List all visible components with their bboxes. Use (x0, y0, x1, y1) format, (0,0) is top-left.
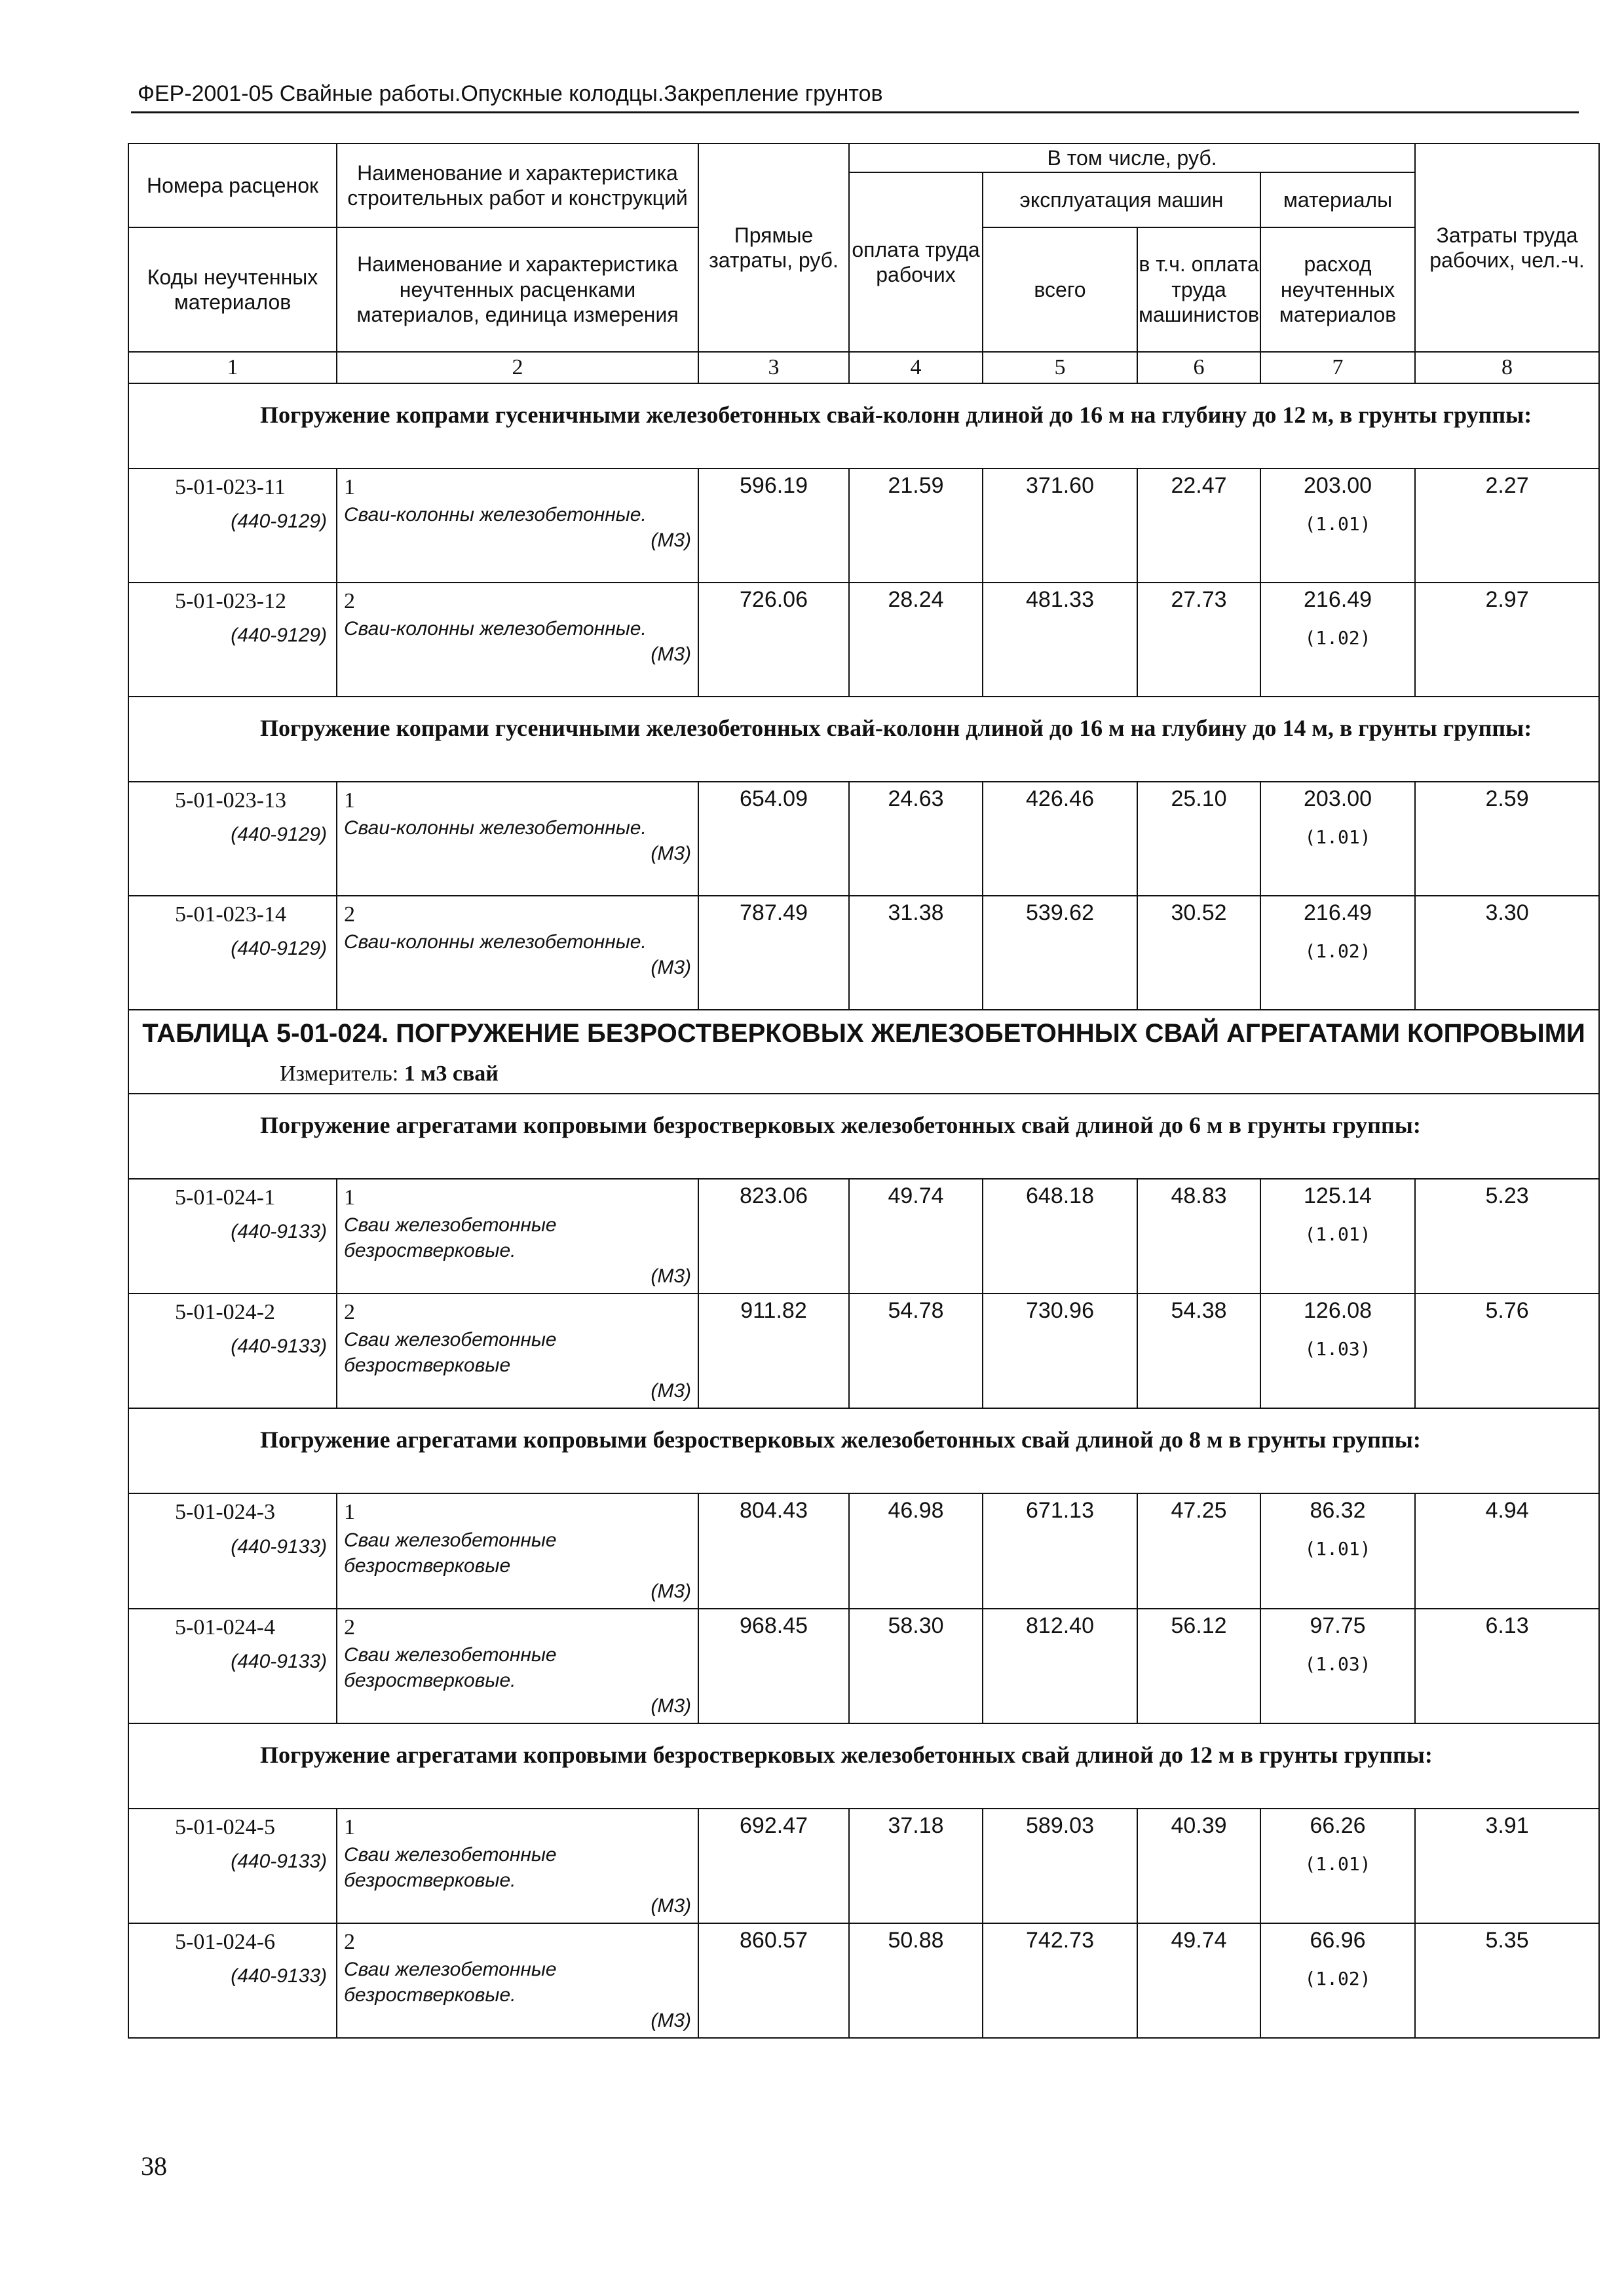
machine-cost: 648.18 (983, 1179, 1137, 1294)
labor-cost: 37.18 (849, 1809, 983, 1923)
direct-cost: 911.82 (698, 1294, 849, 1408)
description-cell (337, 583, 698, 697)
section-heading-row (128, 383, 1599, 469)
labor-hours: 2.59 (1415, 782, 1599, 896)
material-unit: (М3) (651, 1265, 691, 1288)
rate-code: 5-01-024-5 (175, 1814, 275, 1839)
rate-code: 5-01-023-13 (175, 788, 286, 813)
material-name: Сваи-колонны железобетонные. (344, 504, 647, 526)
machine-labor-cost: 30.52 (1137, 896, 1260, 1010)
rate-code: 5-01-024-6 (175, 1929, 275, 1954)
material-cost-cell (1260, 782, 1415, 896)
header-rule (131, 111, 1579, 113)
row-number: 2 (344, 1929, 355, 1954)
labor-cost: 50.88 (849, 1923, 983, 2038)
section-heading-row (128, 1723, 1599, 1809)
table-title-row (128, 1010, 1599, 1094)
row-number: 2 (344, 1615, 355, 1640)
material-cost: 97.75 (1310, 1613, 1366, 1638)
labor-cost: 58.30 (849, 1609, 983, 1723)
row-number: 1 (344, 475, 355, 499)
labor-hours: 3.91 (1415, 1809, 1599, 1923)
labor-hours: 2.27 (1415, 469, 1599, 583)
measure-line (142, 1062, 1585, 1093)
material-cost-cell (1260, 1493, 1415, 1608)
col2-bottom-header: Наименование и характеристика неучтенных расценками материалов, единица измерения (337, 227, 698, 352)
material-coefficient: (1.02) (1304, 627, 1371, 649)
col4-header: оплата труда рабочих (849, 172, 983, 352)
rate-code-cell (128, 782, 337, 896)
col-number: 3 (698, 352, 849, 383)
material-name: Сваи железобетонные безростверковые (344, 1529, 557, 1577)
machine-cost: 812.40 (983, 1609, 1137, 1723)
material-name: Сваи-колонны железобетонные. (344, 618, 647, 640)
table-row (128, 1809, 1599, 1923)
machine-labor-cost: 27.73 (1137, 583, 1260, 697)
material-cost-cell (1260, 1294, 1415, 1408)
material-unit: (М3) (651, 1695, 691, 1717)
rate-code: 5-01-024-4 (175, 1615, 275, 1640)
material-name: Сваи-колонны железобетонные. (344, 931, 647, 953)
group-header: В том числе, руб. (849, 144, 1415, 172)
row-number: 2 (344, 1300, 355, 1325)
material-code: (440-9133) (231, 1221, 327, 1243)
table-title: ТАБЛИЦА 5-01-024. ПОГРУЖЕНИЕ БЕЗРОСТВЕРКОВЫХ ЖЕЛЕЗОБЕТОННЫХ СВАЙ АГРЕГАТАМИ КОПРОВЫМИ (142, 1019, 1585, 1048)
rate-code-cell (128, 896, 337, 1010)
machine-labor-cost: 49.74 (1137, 1923, 1260, 2038)
material-code: (440-9129) (231, 624, 327, 647)
material-name: Сваи железобетонные безростверковые. (344, 1214, 557, 1262)
rate-code-cell (128, 1493, 337, 1608)
machines-header: эксплуатация машин (983, 172, 1260, 227)
rate-code: 5-01-023-14 (175, 902, 286, 927)
rate-code-cell (128, 1609, 337, 1723)
labor-cost: 28.24 (849, 583, 983, 697)
material-cost-cell (1260, 1809, 1415, 1923)
material-code: (440-9129) (231, 938, 327, 960)
labor-cost: 24.63 (849, 782, 983, 896)
material-coefficient: (1.02) (1304, 1967, 1371, 1989)
machine-cost: 371.60 (983, 469, 1137, 583)
col6-header: в т.ч. оплата труда машинистов (1137, 227, 1260, 352)
table-row (128, 1294, 1599, 1408)
materials-header: материалы (1260, 172, 1415, 227)
labor-cost: 54.78 (849, 1294, 983, 1408)
section-heading: Погружение копрами гусеничными железобетонных свай-колонн длиной до 16 м на глубину до 14 м, в грунты группы: (128, 697, 1599, 782)
direct-cost: 654.09 (698, 782, 849, 896)
material-unit: (М3) (651, 957, 691, 979)
rate-code-cell (128, 469, 337, 583)
rate-code: 5-01-024-3 (175, 1500, 275, 1525)
col-number: 4 (849, 352, 983, 383)
material-code: (440-9133) (231, 1965, 327, 1987)
material-unit: (М3) (651, 2010, 691, 2032)
material-cost-cell (1260, 1923, 1415, 2038)
row-number: 1 (344, 1185, 355, 1210)
description-cell (337, 1294, 698, 1408)
section-heading: Погружение агрегатами копровыми безростверковых железобетонных свай длиной до 12 м в грунты группы: (128, 1723, 1599, 1809)
material-code: (440-9133) (231, 1650, 327, 1672)
direct-cost: 726.06 (698, 583, 849, 697)
col1-top-header: Номера расценок (128, 144, 337, 227)
material-name: Сваи железобетонные безростверковые. (344, 1959, 557, 2006)
description-cell (337, 1923, 698, 2038)
col-number: 6 (1137, 352, 1260, 383)
material-cost-cell (1260, 896, 1415, 1010)
material-coefficient: (1.03) (1304, 1653, 1371, 1675)
labor-cost: 21.59 (849, 469, 983, 583)
row-number: 2 (344, 589, 355, 613)
material-coefficient: (1.03) (1304, 1338, 1371, 1360)
col7-header: расход неучтенных материалов (1260, 227, 1415, 352)
col-number: 8 (1415, 352, 1599, 383)
row-number: 1 (344, 788, 355, 813)
col-number: 2 (337, 352, 698, 383)
machine-labor-cost: 56.12 (1137, 1609, 1260, 1723)
material-cost: 66.96 (1310, 1927, 1366, 1953)
material-coefficient: (1.01) (1304, 513, 1371, 535)
material-cost: 86.32 (1310, 1498, 1366, 1524)
machine-cost: 589.03 (983, 1809, 1137, 1923)
col1-bottom-header: Коды неучтенных материалов (128, 227, 337, 352)
machine-cost: 481.33 (983, 583, 1137, 697)
material-coefficient: (1.02) (1304, 940, 1371, 962)
material-cost-cell (1260, 583, 1415, 697)
labor-hours: 5.23 (1415, 1179, 1599, 1294)
measure-label: Измеритель: (280, 1062, 399, 1086)
rate-code-cell (128, 1179, 337, 1294)
labor-hours: 5.35 (1415, 1923, 1599, 2038)
material-unit: (М3) (651, 1894, 691, 1917)
col3-header: Прямые затраты, руб. (698, 144, 849, 352)
col8-header: Затраты труда рабочих, чел.-ч. (1415, 144, 1599, 352)
description-cell (337, 1179, 698, 1294)
description-cell (337, 1609, 698, 1723)
material-cost: 203.00 (1304, 786, 1372, 811)
description-cell (337, 1493, 698, 1608)
material-unit: (М3) (651, 643, 691, 666)
rate-code: 5-01-023-11 (175, 475, 286, 499)
material-unit: (М3) (651, 1380, 691, 1402)
description-cell (337, 782, 698, 896)
labor-hours: 4.94 (1415, 1493, 1599, 1608)
description-cell (337, 469, 698, 583)
material-cost: 216.49 (1304, 587, 1372, 612)
material-cost: 216.49 (1304, 900, 1372, 925)
material-cost: 66.26 (1310, 1813, 1366, 1838)
machine-cost: 730.96 (983, 1294, 1137, 1408)
labor-cost: 31.38 (849, 896, 983, 1010)
labor-cost: 46.98 (849, 1493, 983, 1608)
machine-cost: 742.73 (983, 1923, 1137, 2038)
labor-hours: 5.76 (1415, 1294, 1599, 1408)
material-cost-cell (1260, 1609, 1415, 1723)
material-code: (440-9133) (231, 1850, 327, 1872)
table-row (128, 1923, 1599, 2038)
direct-cost: 787.49 (698, 896, 849, 1010)
material-cost-cell (1260, 469, 1415, 583)
table-row (128, 583, 1599, 697)
rate-code: 5-01-023-12 (175, 589, 286, 613)
direct-cost: 804.43 (698, 1493, 849, 1608)
section-heading-row (128, 1094, 1599, 1179)
material-code: (440-9133) (231, 1535, 327, 1558)
rate-code-cell (128, 1809, 337, 1923)
material-name: Сваи-колонны железобетонные. (344, 817, 647, 839)
page-number: 38 (141, 2151, 167, 2181)
direct-cost: 823.06 (698, 1179, 849, 1294)
rate-code: 5-01-024-1 (175, 1185, 275, 1210)
col-number: 7 (1260, 352, 1415, 383)
material-name: Сваи железобетонные безростверковые. (344, 1643, 557, 1691)
machine-labor-cost: 25.10 (1137, 782, 1260, 896)
section-heading: Погружение копрами гусеничными железобетонных свай-колонн длиной до 16 м на глубину до 12 м, в грунты группы: (128, 383, 1599, 469)
machine-cost: 426.46 (983, 782, 1137, 896)
material-unit: (М3) (651, 1580, 691, 1602)
material-cost: 126.08 (1304, 1298, 1372, 1324)
table-row (128, 782, 1599, 896)
description-cell (337, 1809, 698, 1923)
rate-code-cell (128, 1294, 337, 1408)
material-unit: (М3) (651, 843, 691, 865)
section-heading: Погружение агрегатами копровыми безростверковых железобетонных свай длиной до 8 м в грунты группы: (128, 1408, 1599, 1493)
material-coefficient: (1.01) (1304, 1852, 1371, 1875)
section-heading: Погружение агрегатами копровыми безростверковых железобетонных свай длиной до 6 м в грунты группы: (128, 1094, 1599, 1179)
material-code: (440-9129) (231, 510, 327, 533)
section-heading-row (128, 697, 1599, 782)
labor-hours: 3.30 (1415, 896, 1599, 1010)
material-code: (440-9129) (231, 824, 327, 846)
col2-top-header: Наименование и характеристика строительных работ и конструкций (337, 144, 698, 227)
rate-code: 5-01-024-2 (175, 1300, 275, 1325)
direct-cost: 596.19 (698, 469, 849, 583)
section-heading-row (128, 1408, 1599, 1493)
table-row (128, 1609, 1599, 1723)
running-header: ФЕР-2001-05 Свайные работы.Опускные колодцы.Закрепление грунтов (138, 81, 883, 106)
material-unit: (М3) (651, 529, 691, 552)
machine-cost: 539.62 (983, 896, 1137, 1010)
material-code: (440-9133) (231, 1335, 327, 1358)
description-cell (337, 896, 698, 1010)
rates-table (128, 143, 1600, 2039)
direct-cost: 860.57 (698, 1923, 849, 2038)
machine-labor-cost: 47.25 (1137, 1493, 1260, 1608)
machine-cost: 671.13 (983, 1493, 1137, 1608)
col-number: 1 (128, 352, 337, 383)
row-number: 2 (344, 902, 355, 927)
material-name: Сваи железобетонные безростверковые (344, 1329, 557, 1377)
labor-cost: 49.74 (849, 1179, 983, 1294)
material-cost: 203.00 (1304, 473, 1372, 498)
direct-cost: 968.45 (698, 1609, 849, 1723)
machine-labor-cost: 48.83 (1137, 1179, 1260, 1294)
material-coefficient: (1.01) (1304, 1538, 1371, 1560)
measure-value: 1 м3 свай (404, 1062, 499, 1086)
material-cost: 125.14 (1304, 1183, 1372, 1208)
row-number: 1 (344, 1500, 355, 1525)
table-row (128, 896, 1599, 1010)
labor-hours: 2.97 (1415, 583, 1599, 697)
row-number: 1 (344, 1814, 355, 1839)
table-row (128, 1179, 1599, 1294)
table-row (128, 1493, 1599, 1608)
material-name: Сваи железобетонные безростверковые. (344, 1843, 557, 1891)
direct-cost: 692.47 (698, 1809, 849, 1923)
machine-labor-cost: 54.38 (1137, 1294, 1260, 1408)
material-cost-cell (1260, 1179, 1415, 1294)
table-row (128, 469, 1599, 583)
material-coefficient: (1.01) (1304, 1223, 1371, 1245)
machine-labor-cost: 22.47 (1137, 469, 1260, 583)
labor-hours: 6.13 (1415, 1609, 1599, 1723)
material-coefficient: (1.01) (1304, 826, 1371, 848)
machine-labor-cost: 40.39 (1137, 1809, 1260, 1923)
rate-code-cell (128, 583, 337, 697)
rate-code-cell (128, 1923, 337, 2038)
col-number: 5 (983, 352, 1137, 383)
col5-header: всего (983, 227, 1137, 352)
